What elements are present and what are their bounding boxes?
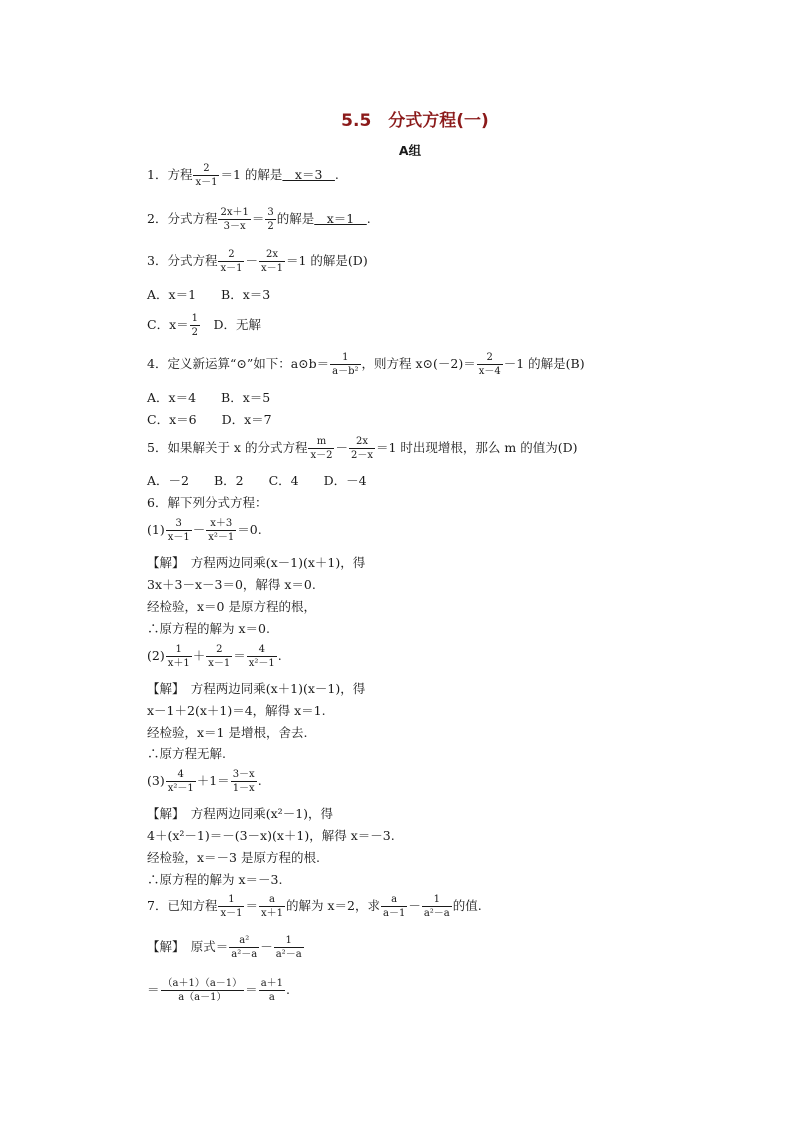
question-7-solution: 【解】 原式＝ $\frac{\text{a²}}{\text{a²－a}}$ － $\frac{1}{\text{a²－a}}$ (147, 935, 302, 960)
question-3-options-ab: A．x＝1 B．x＝3 (147, 287, 271, 302)
page-title: 5.5 分式方程(一) (341, 111, 489, 131)
question-4-options-cd: C．x＝6 D．x＝7 (147, 412, 272, 427)
answer-blank: x＝3 (282, 167, 335, 182)
problem-6-3: (3) $\frac{4}{\text{x²－1}}$ ＋1＝ $\frac{3-x}{1-x}$ . (147, 769, 262, 794)
question-5: 5．如果解关于 x 的分式方程 $\frac{m}{x-2}$ － $\frac{2x}{2-x}$ ＝1 时出现增根，那么 m 的值为(D) (147, 436, 578, 461)
question-6: 6．解下列分式方程： (147, 495, 268, 510)
solution-line: 【解】 方程两边同乘(x－1)(x＋1)，得 (147, 555, 366, 570)
solution-line: 【解】 方程两边同乘(x²－1)，得 (147, 806, 334, 821)
question-4: 4．定义新运算“⊙”如下：a⊙b＝ $\frac{1}{\text{a－b²}}$ ，则方程 x⊙(－2)＝ $\frac{2}{x-4}$ －1 的解是(B) (147, 352, 585, 377)
question-3-options-cd: C．x＝ $\frac{1}{2}$ D．无解 (147, 313, 262, 338)
solution-line: 【解】 方程两边同乘(x＋1)(x－1)，得 (147, 681, 366, 696)
solution-line: 经检验，x＝－3 是原方程的根. (147, 850, 320, 865)
question-7: 7．已知方程 $\frac{1}{x-1}$ ＝ $\frac{a}{x+1}$ 的解为 x＝2，求 $\frac{a}{a-1}$ － $\frac{1}{\text{a²－a}}$ 的值. (147, 894, 482, 919)
question-5-options: A．－2 B．2 C．4 D．－4 (147, 473, 367, 488)
solution-line: ∴原方程的解为 x＝0. (147, 621, 270, 636)
solution-line: 3x＋3－x－3＝0，解得 x＝0. (147, 577, 316, 592)
problem-6-1: (1) $\frac{3}{x-1}$ － $\frac{x+3}{\text{x²－1}}$ ＝0. (147, 518, 262, 543)
question-7-solution-step: ＝ $\frac{(a+1)(a-1)}{a(a-1)}$ ＝ $\frac{a+1}{a}$ . (147, 978, 290, 1003)
solution-line: ∴原方程无解. (147, 746, 226, 761)
solution-line: x－1＋2(x＋1)＝4，解得 x＝1. (147, 703, 326, 718)
solution-line: 经检验，x＝0 是原方程的根， (147, 599, 316, 614)
solution-line: 4＋(x²－1)＝－(3－x)(x＋1)，解得 x＝－3. (147, 828, 395, 843)
solution-line: 经检验，x＝1 是增根，舍去. (147, 725, 308, 740)
problem-6-2: (2) $\frac{1}{x+1}$ ＋ $\frac{2}{x-1}$ ＝ $\frac{4}{\text{x²－1}}$ . (147, 644, 282, 669)
group-heading: A组 (398, 143, 422, 158)
fraction: $\frac{2}{x-1}$ (195, 163, 218, 188)
question-2: 2．分式方程 $\frac{2x+1}{3-x}$ ＝ $\frac{3}{2}$ 的解是 x＝1 . (147, 207, 371, 232)
question-4-options-ab: A．x＝4 B．x＝5 (147, 390, 271, 405)
question-3: 3．分式方程 $\frac{2}{x-1}$ － $\frac{2x}{x-1}$ ＝1 的解是(D) (147, 249, 368, 274)
question-1: 1．方程 $\frac{2}{x-1}$ ＝1 的解是 x＝3 . (147, 163, 339, 188)
solution-line: ∴原方程的解为 x＝－3. (147, 872, 283, 887)
answer-blank: x＝1 (314, 211, 367, 226)
